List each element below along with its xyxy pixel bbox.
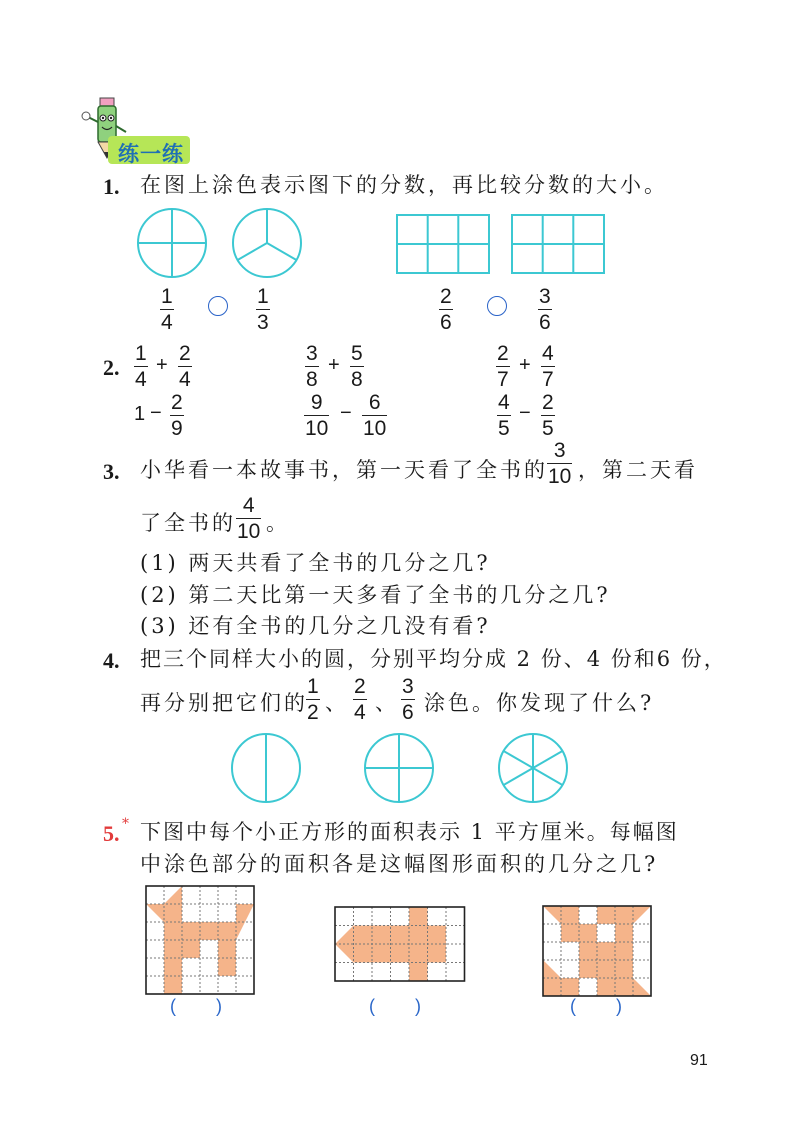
q5-figure-3 — [542, 905, 654, 997]
shaded-region — [409, 963, 428, 982]
q5-answer-2[interactable]: ( ) — [369, 996, 421, 1016]
q1-circle-quarters — [135, 206, 215, 286]
q2-item5-b: 6 10 — [363, 391, 387, 440]
q2-item5-op: − — [340, 402, 352, 424]
q2-item4-b: 2 9 — [171, 391, 183, 440]
q1-compare-circle-1[interactable] — [208, 296, 228, 316]
q2-item3-op: + — [519, 354, 531, 376]
q3-line1-b: ，第二天看 — [578, 458, 698, 482]
q1-frac-1-4: 1 4 — [161, 285, 173, 334]
shaded-region — [561, 924, 579, 942]
q3-sub1: (1) 两天共看了全书的几分之几? — [140, 551, 491, 575]
q3-line2-a: 了全书的 — [140, 511, 236, 535]
q3-sub3: (3) 还有全书的几分之几没有看? — [140, 614, 491, 638]
q5-number: 5. — [103, 821, 120, 846]
shaded-region — [597, 906, 615, 924]
q3-line2-b: 。 — [266, 511, 290, 535]
q5-line2: 中涂色部分的面积各是这幅图形面积的几分之几? — [140, 852, 659, 876]
q3-line1-a: 小华看一本故事书，第一天看了全书的 — [140, 458, 548, 482]
shaded-region — [164, 976, 182, 994]
shaded-region — [633, 906, 651, 924]
q5-figure-1 — [145, 885, 257, 997]
q4-circle-sixths — [497, 732, 577, 812]
q1-frac-1-3: 1 3 — [257, 285, 269, 334]
q2-item5-a: 9 10 — [305, 391, 329, 440]
q1-grid-sixths-b — [511, 214, 606, 276]
practice-banner-label: 练一练 — [118, 142, 184, 166]
q5-star: * — [122, 816, 129, 832]
q2-number: 2. — [103, 355, 120, 380]
shaded-region — [633, 978, 651, 996]
q5-figure-2 — [334, 906, 474, 996]
shaded-region — [615, 960, 633, 978]
q4-circle-quarters — [363, 732, 443, 812]
q2-item1-op: + — [156, 354, 168, 376]
q2-item2-a: 3 8 — [306, 342, 318, 391]
shaded-region — [615, 906, 633, 924]
q2-item2-op: + — [328, 354, 340, 376]
q2-item6-b: 2 5 — [542, 391, 554, 440]
q4-frac-2-4: 2 4 — [354, 675, 366, 724]
q2-item2-b: 5 8 — [351, 342, 363, 391]
page-number: 91 — [690, 1052, 708, 1069]
shaded-region — [543, 906, 561, 924]
q5-line1: 下图中每个小正方形的面积表示 1 平方厘米。每幅图 — [140, 820, 679, 844]
q4-sep-2: 、 — [375, 691, 399, 715]
q5-answer-1[interactable]: ( ) — [170, 996, 222, 1016]
shaded-region — [409, 907, 428, 926]
q4-frac-1-2: 1 2 — [307, 675, 319, 724]
practice-banner — [108, 136, 190, 164]
q1-circle-thirds — [230, 206, 310, 286]
q2-item1-a: 1 4 — [135, 342, 147, 391]
q1-text: 在图上涂色表示图下的分数，再比较分数的大小。 — [140, 173, 668, 197]
q2-item4-op: − — [150, 402, 162, 424]
shaded-region — [597, 942, 615, 960]
q2-item1-b: 2 4 — [179, 342, 191, 391]
q4-sep-1: 、 — [325, 691, 349, 715]
q4-number: 4. — [103, 648, 120, 673]
q2-item3-a: 2 7 — [497, 342, 509, 391]
q1-grid-sixths-a — [396, 214, 491, 276]
q4-line2-b: 涂色。你发现了什么? — [424, 691, 655, 715]
shaded-region — [164, 922, 218, 940]
q1-number: 1. — [103, 174, 120, 199]
q2-item6-op: − — [519, 402, 531, 424]
q4-circle-halves — [230, 732, 310, 812]
q3-frac-4-10: 4 10 — [237, 494, 261, 543]
q2-item6-a: 4 5 — [498, 391, 510, 440]
q4-line2-a: 再分别把它们的 — [140, 691, 308, 715]
q2-item3-b: 4 7 — [542, 342, 554, 391]
q1-frac-2-6: 2 6 — [440, 285, 452, 334]
shaded-region — [164, 958, 182, 976]
shaded-region — [561, 906, 579, 924]
shaded-region — [543, 960, 561, 978]
q4-line1: 把三个同样大小的圆，分别平均分成 2 份、4 份和6 份， — [140, 647, 727, 671]
shaded-region — [182, 940, 200, 958]
q3-number: 3. — [103, 459, 120, 484]
q2-item4-whole: 1 — [134, 403, 146, 425]
q3-frac-3-10: 3 10 — [548, 439, 572, 488]
q1-compare-circle-2[interactable] — [487, 296, 507, 316]
q5-answer-3[interactable]: ( ) — [570, 996, 622, 1016]
q1-frac-3-6: 3 6 — [539, 285, 551, 334]
q3-sub2: (2) 第二天比第一天多看了全书的几分之几? — [140, 583, 611, 607]
q4-frac-3-6: 3 6 — [402, 675, 414, 724]
